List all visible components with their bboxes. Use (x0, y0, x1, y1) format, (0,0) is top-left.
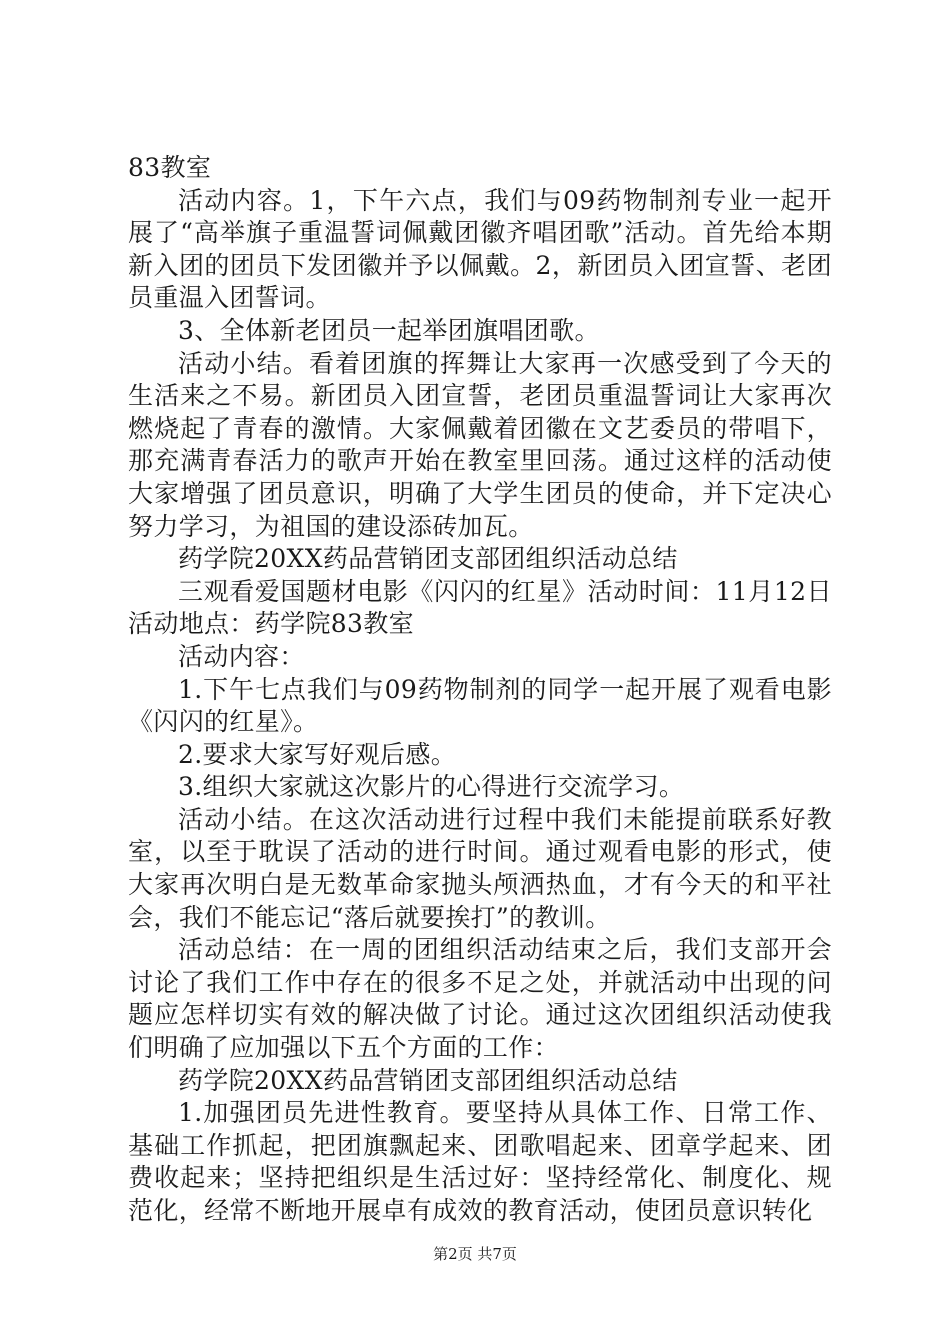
paragraph-heading-repeat-2: 药学院20XX药品营销团支部团组织活动总结 (178, 1065, 678, 1095)
paragraph-activity-content-label: 活动内容： (178, 641, 305, 671)
paragraph-activity-item-3: 3、全体新老团员一起举团旗唱团歌。 (178, 315, 600, 345)
document-body (128, 152, 832, 1228)
paragraph-activity-summary-1: 活动小结。看着团旗的挥舞让大家再一次感受到了今天的生活来之不易。新团员入团宣誓，老团员重温誓词让大家再次燃烧起了青春的激情。大家佩戴着团徽在文艺委员的带唱下，那充满青春活力的歌声开始在教室里回荡。通过这样的活动使大家增强了团员意识，明确了大学生团员的使命，并下定决心努力学习，为祖国的建设添砖加瓦。 (128, 348, 832, 541)
paragraph-work-point-1: 1.加强团员先进性教育。要坚持从具体工作、日常工作、基础工作抓起，把团旗飘起来、团歌唱起来、团章学起来、团费收起来；坚持把组织是生活过好：坚持经常化、制度化、规范化，经常不断地开展卓有成效的教育活动，使团员意识转化 (128, 1098, 832, 1225)
page-number-footer: 第2页 共7页 (433, 1245, 517, 1263)
paragraph-movie-item-3: 3.组织大家就这次影片的心得进行交流学习。 (178, 772, 685, 802)
paragraph-heading-repeat-1: 药学院20XX药品营销团支部团组织活动总结 (178, 544, 678, 574)
paragraph-activity-summary-2: 活动小结。在这次活动进行过程中我们未能提前联系好教室，以至于耽误了活动的进行时间。通过观看电影的形式，使大家再次明白是无数革命家抛头颅洒热血，才有今天的和平社会，我们不能忘记“落后就要挨打”的教训。 (128, 804, 832, 932)
paragraph-movie-item-2: 2.要求大家写好观后感。 (178, 739, 457, 769)
paragraph-room-continuation: 83教室 (128, 153, 212, 182)
paragraph-activity-content-1: 活动内容。1，下午六点，我们与09药物制剂专业一起开展了“高举旗子重温誓词佩戴团徽齐唱团歌”活动。首先给本期新入团的团员下发团徽并予以佩戴。2，新团员入团宣誓、老团员重温入团誓词。 (128, 185, 832, 313)
paragraph-movie-item-1: 1.下午七点我们与09药物制剂的同学一起开展了观看电影《闪闪的红星》。 (128, 674, 832, 737)
paragraph-movie-activity: 三观看爱国题材电影《闪闪的红星》活动时间：11月12日活动地点：药学院83教室 (128, 576, 832, 639)
paragraph-overall-summary: 活动总结：在一周的团组织活动结束之后，我们支部开会讨论了我们工作中存在的很多不足之处，并就活动中出现的问题应怎样切实有效的解决做了讨论。通过这次团组织活动使我们明确了应加强以下五个方面的工作： (128, 935, 832, 1063)
